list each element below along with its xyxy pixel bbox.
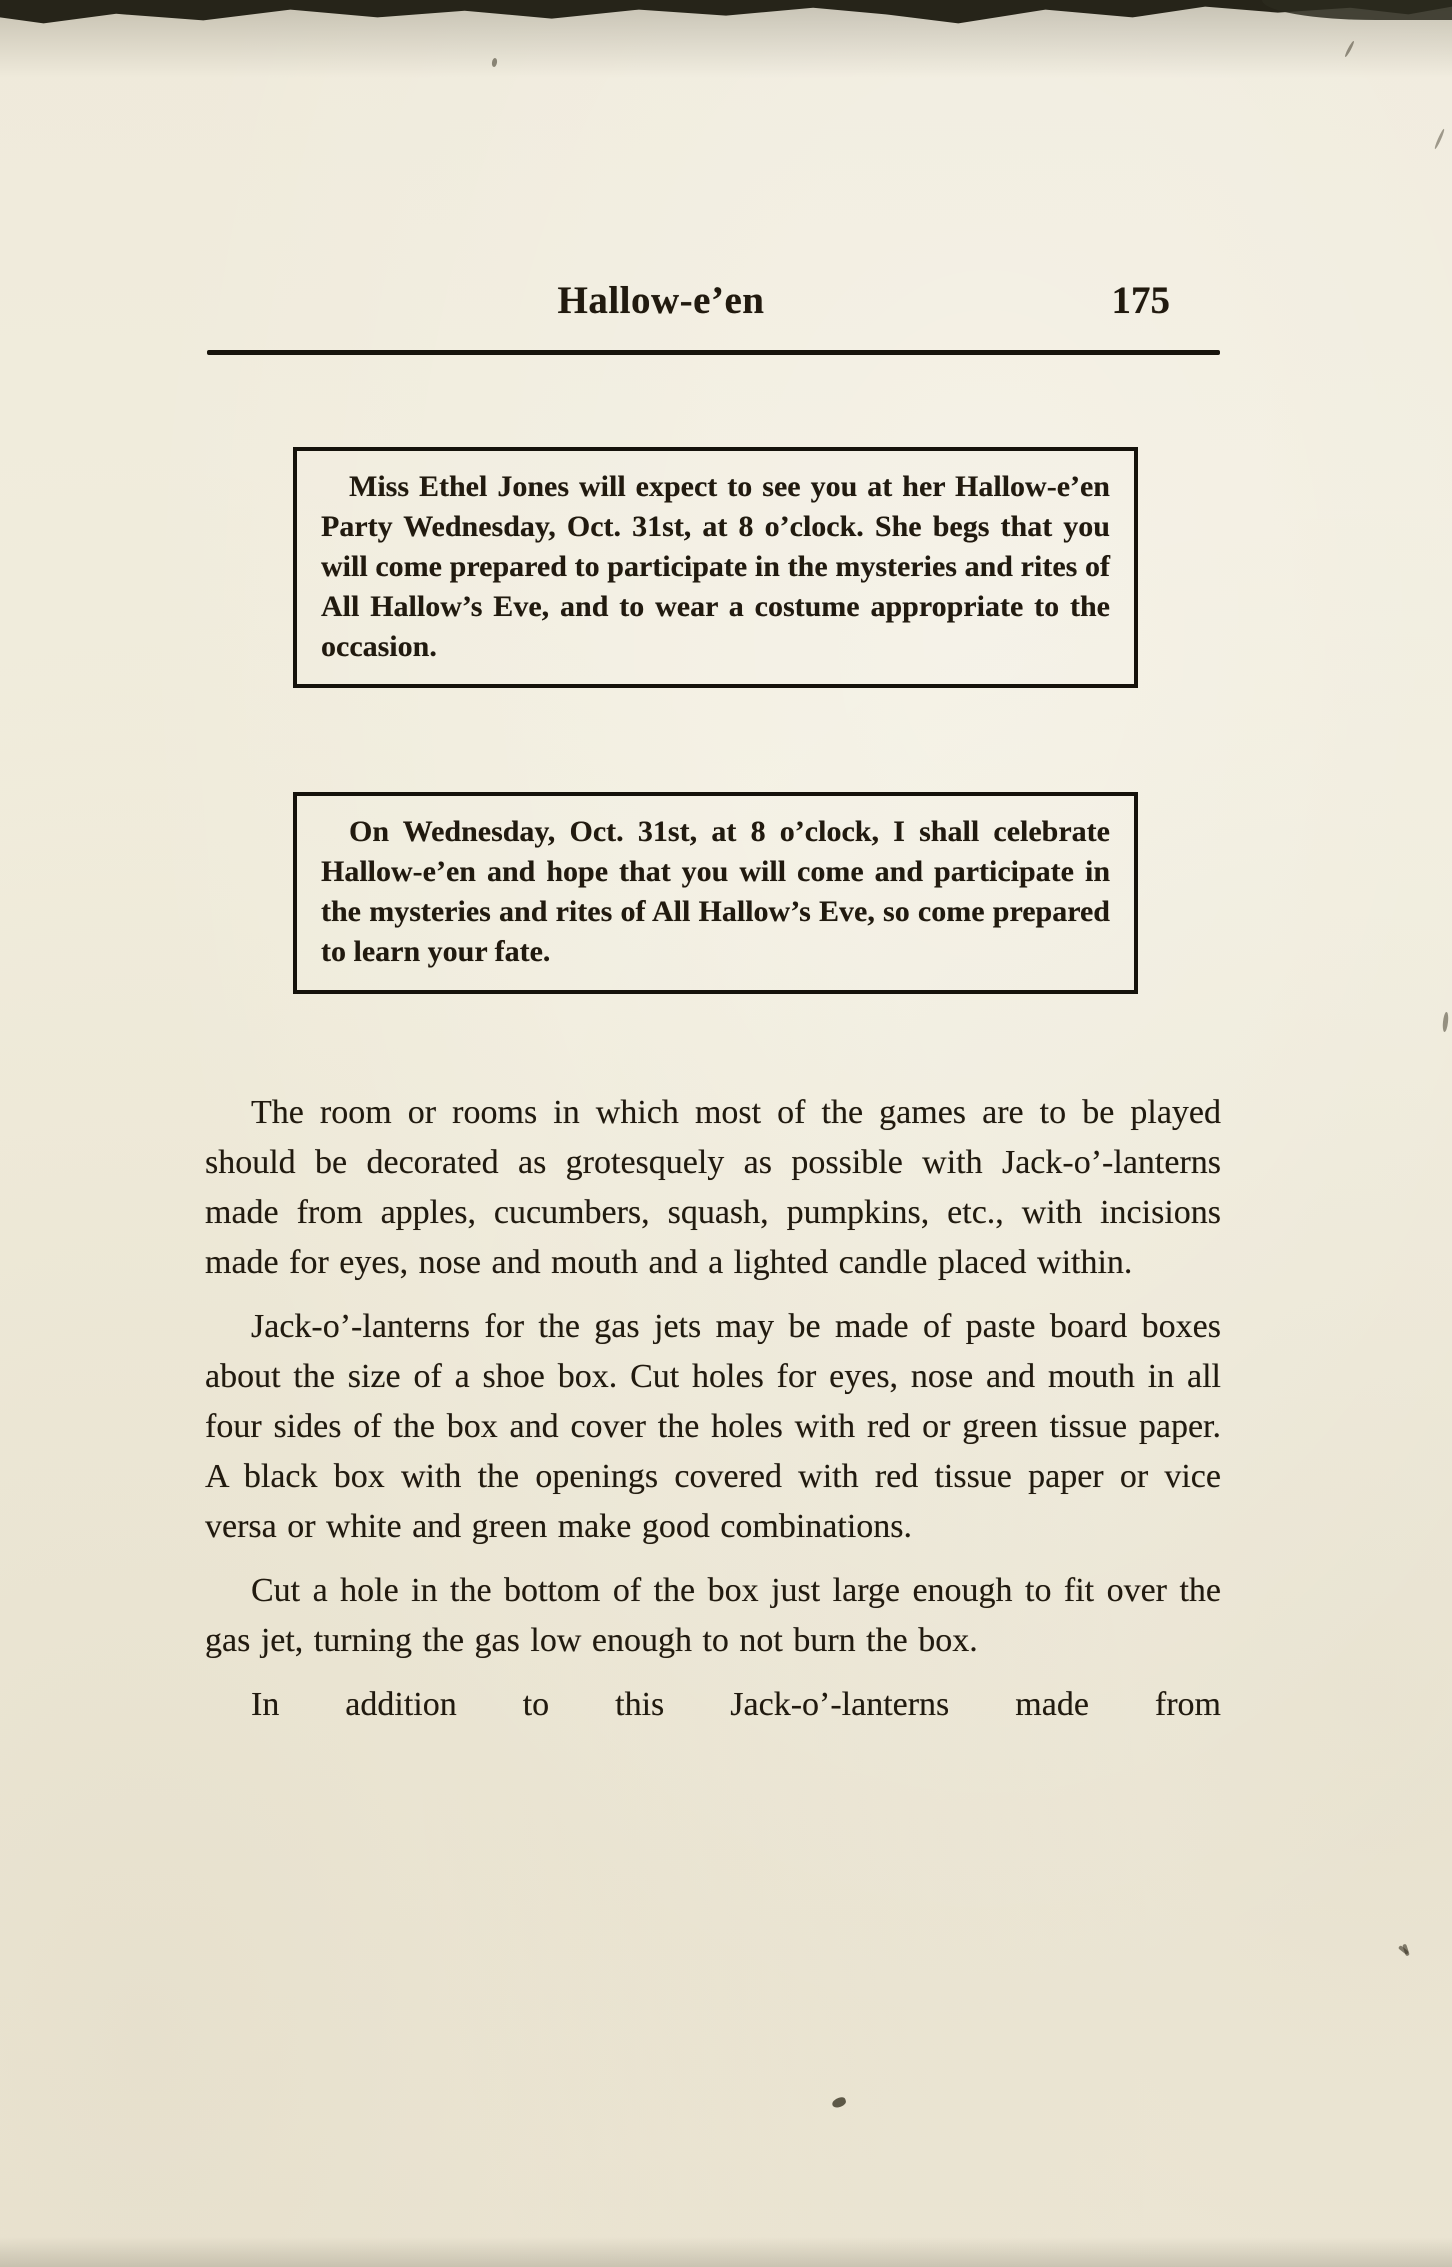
invitation-text-2: On Wednesday, Oct. 31st, at 8 o’clock, I shall celebrate Hallow-e’en and hope that you will come and participate in the mysteries and rites of All Hallow’s Eve, so come prepared to learn your fate. [321, 815, 1110, 968]
scan-speck [1344, 40, 1355, 57]
scan-speck [1442, 1012, 1449, 1032]
invitation-box-1 [293, 447, 1138, 688]
scan-torn-edge [0, 0, 1452, 30]
scan-speck [831, 2096, 847, 2109]
paragraph-2: Jack-o’-lanterns for the gas jets may be made of paste board boxes about the size of a shoe box. Cut holes for eyes, nose and mouth in all four sides of the box and cover the holes with red or green tissue paper. A black box with the openings covered with red tissue paper or vice versa or white and green make good combinations. [205, 1307, 1221, 1545]
page-header [210, 278, 1222, 330]
scan-blob-top-right [1262, 0, 1452, 20]
page-body [205, 1088, 1221, 1744]
paragraph-3: Cut a hole in the bottom of the box just large enough to fit over the gas jet, turning the gas low enough to not burn the box. [205, 1571, 1221, 1659]
invitation-box-2 [293, 792, 1138, 994]
page-number: 175 [1111, 279, 1170, 322]
running-title: Hallow-e’en [557, 279, 765, 322]
paragraph-4: In addition to this Jack-o’-lanterns made from [251, 1685, 1221, 1723]
header-rule [207, 350, 1220, 355]
invitation-text-1: Miss Ethel Jones will expect to see you at her Hallow-e’en Party Wednesday, Oct. 31st, at 8 o’clock. She begs that you will come prepared to participate in the mysteries and rites of All Hallow’s Eve, and to wear a costume appropriate to the occasion. [321, 470, 1110, 663]
scan-shade-bottom [0, 2237, 1452, 2267]
scan-speck [491, 58, 497, 68]
scan-speck [1434, 128, 1446, 149]
paragraph-1: The room or rooms in which most of the games are to be played should be decorated as grotesquely as possible with Jack-o’-lanterns made from apples, cucumbers, squash, pumpkins, etc., with incisions made for eyes, nose and mouth and a lighted candle placed within. [205, 1094, 1221, 1281]
scan-speck [1402, 1944, 1410, 1957]
